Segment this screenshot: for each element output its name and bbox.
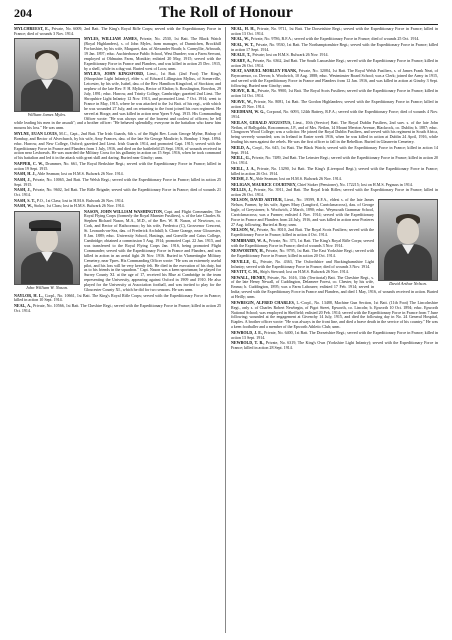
header-rule xyxy=(14,24,438,25)
entry: NEILL, J. A., Private, No. 13290, 1st Batt. The King's (Liverpool Regt.); served with the Expeditionary Force in France; killed in action 26 Oct. 1914. xyxy=(231,165,438,176)
entry: NEAL, W., Private, No. 9786, B.F.A.; served with the Expeditionary Force in France; died of wounds 25 Oct. 1914. xyxy=(231,36,420,42)
portrait-caption: William James Myles. xyxy=(27,112,67,118)
entry: NASH, J., Private, No. 10065, 2nd Batt. The Welsh Regt.; served with the Expeditionary Force in France; killed in action 25 Sept. 1915. xyxy=(14,176,221,187)
portrait-nason xyxy=(14,211,80,291)
entry: NEARY, A., Private, No. 6362, 2nd Batt. The South Lancashire Regt.; served with the Expeditionary Force in France; killed in action 26 Oct. 1914. xyxy=(231,57,438,68)
page-header xyxy=(14,6,438,24)
entry: NEWALL, HENRY, Private, No. 1616, 13th (Territorial) Batt. The Cheshire Regt., s. of the late Henry Newall, of Cuddington, Delamere Forest, co. Chester, by his wife, Emma; b. Cuddington, 1895; was a Farm Labourer; enlisted 17 Feb. 1914; served in India; served with the Expeditionary Force in France and Flanders, and died 1 May, 1916, of wounds received in action. Buried at Heilly; unm. xyxy=(231,274,438,300)
entry: MYLCHREEST, E., Private, No. 6009, 2nd Batt. The King's Royal Rifle Corps; served with the Expeditionary Force in France; died of wounds 3 Nov. 1914. xyxy=(14,27,221,36)
entry: NEWBEGIN, ALFRED CHARLES, L.-Corpl., No. 13488, Machine Gun Section, 1st Batt. (11th Foot) The Lincolnshire Regt., only s. of Charles Robert Newbegin, of Pigot Street, Epworth, co. Lincoln; b. Epworth 10 Oct. 1894; educ. Epworth National School; was employed in Sheffield; enlisted 20 Feb. 1914; served with the Expeditionary Force in France from 7 June following; wounded at the engagement at Givenchy 14 July, 1915, and died the following day in No. 24 General Hospital, Etaples. A brother officer wrote: "He was always in the front line, and died a brave death in the service of his country." He was a keen footballer and a member of the Epworth Athletic Club; unm. xyxy=(231,299,438,330)
entry: NEWBOLD, T. R., Private, No. 6319, The King's Own (Yorkshire Light Infantry); served with the Expeditionary Force in France; killed in action 28 Sept. 1914. xyxy=(231,340,438,351)
entry: NEAL, A., Private, No. 10566, 1st Batt. The Cheshire Regt.; served with the Expeditionary Force in France; killed in action 25 Oct. 1914. xyxy=(14,302,221,313)
entry: NEVITT, C. M., Ship's Steward; lost on H.M.S. Bulwark 26 Nov. 1914. xyxy=(231,269,349,275)
portrait-caption: David Arthur Nelson. xyxy=(389,281,427,287)
entry: NASH, J., Private, No. 9602, 3rd Batt. The Rifle Brigade; served with the Expeditionary Force in France; died of wounds 21 Oct. 1914. xyxy=(14,187,221,198)
entry: MYLES, WILLIAM JAMES, Private, No. 2530, 1st Batt. The Black Watch (Royal Highlanders), s. of John Myles, farm manager, of Dunnichen, Brockhill Forfarshire, by his wife, Margaret, dau. of Alexander Boath; b. Carmyllie, Arbroath, 19 Jan. 1897; educ. Auchterhouse Public School, West Dundee; was a Farm Servant, employed at Oldmains Farm, Monikie; enlisted 20 May, 1915; served with the Expeditionary Force in France and Flanders, and was killed in action 25 Dec. 1915, by a shell, while in a dug-out. Buried west of Loos; unm. xyxy=(84,36,221,71)
entry: NEAL, W. T., Private, No. 9530, 1st Batt. The Northamptonshire Regt.; served with the Expeditionary Force in France; killed in action 17 Sept. 1914. xyxy=(231,41,438,52)
portrait-image xyxy=(14,211,80,285)
entry: NEEDHAM, W. G., Corporal, No. 6093, 124th Battery, R.F.A.; served with the Expeditionary Force; died of wounds 4 Nov. 1914. xyxy=(231,109,438,120)
entry: NEILAN, GERALD AUGUSTUS, Lieut., 10th (Service) Batt. The Royal Dublin Fusiliers, 2nd surv. s. of the late John Neilan, of Ballygalda, Roscommon, J.P., and of Mrs. Neilan, 14 Mount Merrion Avenue, Blackrock, co. Dublin; b. 1887; educ. Clongowes Wood College; was a solicitor. He joined the Royal Dublin Fusiliers, and served with his regiment in South Africa, being severely wounded; was in Ireland in Easter week 1916, when he was killed in action at Dublin 24 April, 1916, while leading his men against the rebels. He was the first officer to fall in the Rebellion. Buried in Glasnevin Cemetery. xyxy=(231,119,438,145)
entry: NEVILLE, G., Private, No. 4363, The Oxfordshire and Buckinghamshire Light Infantry; served with the Expeditionary Force in France; died of wounds 3 Nov. 1914. xyxy=(231,258,374,269)
entry: NEMBHARD, W. A., Private, No. 373, 1st Batt. The King's Royal Rifle Corps; served with the Expeditionary Force in France; died of wounds 3 Nov. 1914. xyxy=(231,237,374,248)
page-title: The Roll of Honour xyxy=(159,4,293,21)
entry: NELLIS, J., Private, No. 3911, 2nd Batt. The Royal Irish Rifles; served with the Expeditionary Force in France; killed in action 26 Oct. 1914. xyxy=(231,187,438,197)
entry: NEAVE, B. R., Private, No. 9900, 1st Batt. The Royal Scots Fusiliers; served with the Expeditionary Force in France; killed in action 14 Oct. 1914. xyxy=(231,88,438,99)
entry: NEAL, H. H., Private, No. 9711, 1st Batt. The Dorsetshire Regt.; served with the Expeditionary Force in France; killed in action 13 Oct. 1914. xyxy=(231,27,438,36)
entry: NASH, S. T., P.O., 1st Class; lost in H.M.S. Bulwark 26 Nov. 1914. xyxy=(14,197,124,203)
entry: NAYLOR, H. L., Corpl., No. 10661, 1st Batt. The King's Royal Rifle Corps; served with the Expeditionary Force in France; killed in action 10 Sept. 1914. xyxy=(14,292,221,303)
entry: NELIGAN, MAURICE COURTNEY, Chief Stoker (Pensioner), No. 172215; lost on H.M.S. Pegasus in 1914. xyxy=(231,181,413,187)
entry: NEWBOLD, J. E., Private, No. 6400, 1st Batt. The Dorsetshire Regt.; served with the Expeditionary Force in France; killed in action 13 Sept. 1914. xyxy=(231,329,438,340)
portrait-image xyxy=(378,199,438,281)
entry: NEISH, J. N., Able Seaman; lost on H.M.S. Bulwark 26 Nov. 1914. xyxy=(231,176,342,181)
entry: NELSON, W., Private, No. 8010, 2nd Batt. The Royal Scots Fusiliers; served with the Expeditionary Force in France; killed in action 4 Oct. 1914. xyxy=(231,227,374,238)
entry: NASH, W., Stoker, 1st Class; lost in H.M.S. Bulwark 26 Nov. 1914. xyxy=(14,203,125,209)
entry: NESWORTHY, H., Private, No. 9795, 1st Batt. The East Yorkshire Regt.; served with the Expeditionary Force in France; killed in action 20 Oct. 1914. xyxy=(231,248,374,259)
entry: MYLIUS, JOHN KINGSFORD, Lieut., 1st Batt. (2nd Foot) The King's (Shropshire Light Infantry), elder s. of Edward Lillingston Mylius, of Somerville, Leicester, by his wife, Isabel, dau. of the Rev. Hamilton Kingsford, of Stockton; and nephew of the late Rev. F. H. Mylius, Rector of Elsdon; b. Rosslington, Bowdon, 29 July, 1891; educ. Harrow, and Trinity College, Cambridge; gazetted 2nd Lieut. The Shropshire Light Infantry 12 Nov. 1913, and promoted Lieut. 7 Oct. 1914; went to France in May, 1915, where he was attached to the 1st Batt. of his regt., with which he was wounded 27 July, and on returning to the front joined his own regiment. He served at Hooge, and was killed in action near Ypres 9 Aug. 1915. His Commanding Officer wrote: "He was always one of the bravest and coolest of officers; he fell while leading his men in the assault"; and a brother officer: "He behaved splendidly; everyone in the battalion who knew him mourns his loss." He was unm. xyxy=(14,71,221,131)
portrait-caption: John William W. Nason. xyxy=(25,284,69,290)
left-column xyxy=(14,27,221,635)
entry: NEAVE, W., Private, No. 8081, 1st Batt. The Gordon Highlanders; served with the Expeditionary Force in France; killed in action 25 Nov. 1914. xyxy=(231,98,438,109)
entry: NASON, JOHN WILLIAM WASHINGTON, Capt. and Flight Commander, The Royal Flying Corps (formerly the Royal Munster Fusiliers), s. of the late Charles St. Stephen Richard Nason, M.A., M.D., of the Rev. W. H. Nason, of Newtown, co. Cork, and Rector of Rathcormac; by his wife, Frederica (C), Grosvenor Crescent, St. Leonards-on-Sea, dau. of Frederick Archdall; b. Clone Grange, near Gloucester, 8 Jan. 1889; educ. University School, Hastings, and Gonville and Caius College, Cambridge; obtained a commission 5 Aug. 1914; promoted Capt. 22 Jan. 1915, and was transferred to the Royal Flying Corps Jan. 1916, being promoted Flight Commander; served with the Expeditionary Force in France and Flanders, and was killed in action in an aerial fight 26 Nov. 1916. Buried in Vlamertinghe Military Cemetery, near Ypres. His Commanding Officer wrote: "He was an extremely useful pilot, and his loss will be very keenly felt. He died in the execution of his duty, but as to his friends in the squadron." Capt. Nason was a keen sportsman; he played for Surrey County XI. at the age of 17, received his Blue at Cambridge in the team representing the University, appearing against Oxford in 1909 and 1910. He also played for the University at Association football, and was invited to play for the Gloucester County XI., which he did for two seasons. He was unm. xyxy=(84,208,221,293)
portrait-image xyxy=(14,38,80,112)
portrait-nelson xyxy=(378,199,438,287)
entry: NEILD, A., Corpl., No. 645, 1st Batt. The Black Watch; served with the Expeditionary Force in France; killed in action 14 Sept. 1914. xyxy=(231,144,438,155)
entry: NEILL, G., Private, No. 7489, 2nd Batt. The Leinster Regt.; served with the Expeditionary Force in France; killed in action 20 Oct. 1914. xyxy=(231,155,438,166)
portrait-myles xyxy=(14,38,80,118)
entry: NAPPER, C. W., Drummer, No. 661, The Royal Berkshire Regt.; served with the Expeditionary Force in France; killed in action 19 Sept. 1915. xyxy=(14,160,221,171)
entry: NELSON, DAVID ARTHUR, Lieut., No. 19599, R.F.A., eldest s. of the late James Nelson, Farmer, by his wife, Agnes Mary (Langford, Carrickmacross), dau. of George Ingle, of Greystones; b. Woolwich, 2 March, 1890; educ. Weymouth Grammar School, Carrickmacross; was a Farmer; enlisted 4 Nov. 1914; served with the Expeditionary Force in France and Flanders from 24 July, 1916, and was killed in action near Pozieres 27 Aug. following. Buried at Bray; unm. xyxy=(231,197,374,227)
right-column xyxy=(231,27,438,635)
entry: NEALE, T., Private; lost on H.M.S. Bulwark 26 Nov. 1914. xyxy=(231,52,329,58)
page-number: 204 xyxy=(14,6,32,20)
entry: NEAT, SAMUEL MORLEY FRANK, Private, No. 32084, 1st Batt. The Royal Welsh Fusiliers, s. of James Frank Neat, of Bryncaemor, co. Devon; b. Woolwich, 10 Aug. 1888; educ. Westminster Board School; was a Clerk; joined the Army in 1915, and served with the Expeditionary Force in France and Flanders from 12 Jan. 1916, and was killed in action at Ginchy 3 Sept. following. Buried near Ginchy; unm. xyxy=(231,68,438,88)
column-divider xyxy=(225,27,226,633)
entry: NASH, H. J., Able Seaman; lost on H.M.S. Bulwark 26 Nov. 1914. xyxy=(14,171,124,177)
entry: MYLNE, EUAN LOUIS, M.C., Capt., 2nd Batt. The Irish Guards, 6th s. of the Right Rev. Louis George Mylne, Bishop of Bombay, and Rector of Alvechurch, by his wife, Amy Frances, dau. of the late Sir George Moultrie; b. Bombay 1 Sept. 1894; educ. Harrow, and New College, Oxford; gazetted 2nd Lieut. Irish Guards 1914, and promoted Capt. 1915; served with the Expeditionary Force in France and Flanders from 1 July, 1916, and died on the battlefield 25 Sept. 1916, of wounds received in action near Lesboeufs. He was awarded the Military Cross for his gallantry in action on 15 Sept. 1916, when he took command of his battalion and led it in the attack with great skill and daring. Buried near Ginchy; unm. xyxy=(14,130,221,161)
